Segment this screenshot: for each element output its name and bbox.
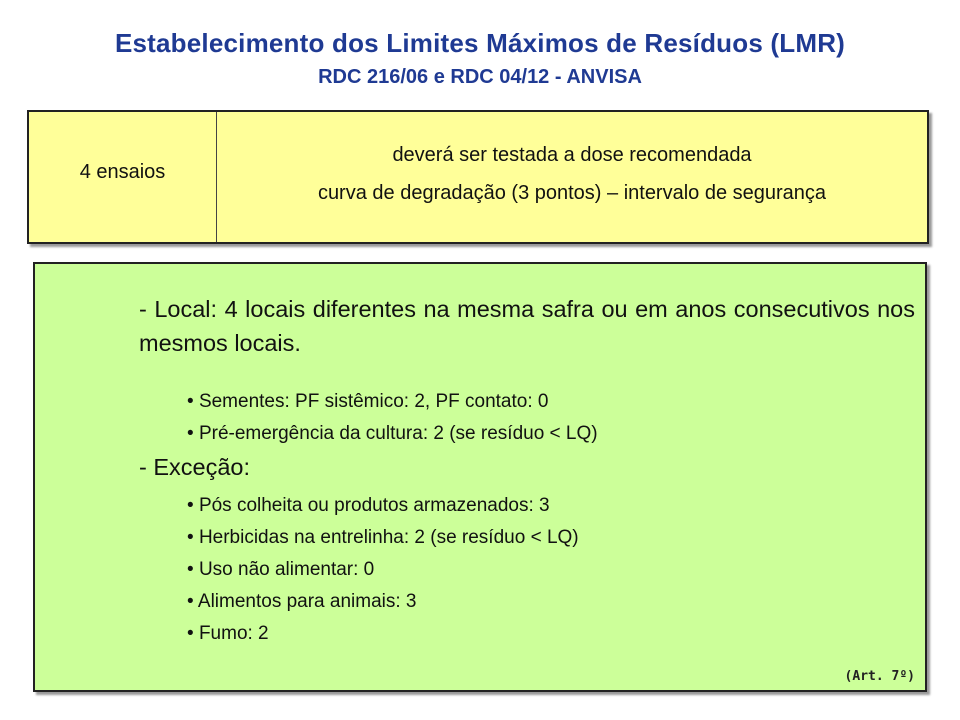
content-box	[33, 262, 927, 692]
bullet-list-a	[187, 386, 598, 450]
page-subtitle: RDC 216/06 e RDC 04/12 - ANVISA	[318, 66, 642, 88]
local-paragraph: - Local: 4 locais diferentes na mesma safra ou em anos consecutivos nos mesmos locais.	[139, 296, 915, 356]
list-item: • Pós colheita ou produtos armazenados: 3	[187, 490, 579, 522]
article-reference: (Art. 7º)	[844, 669, 915, 684]
list-item: • Alimentos para animais: 3	[187, 586, 579, 618]
table-cell-description	[217, 112, 927, 242]
summary-table	[27, 110, 929, 244]
bullet-list-b	[187, 490, 579, 650]
list-item: • Fumo: 2	[187, 618, 579, 650]
exception-heading: - Exceção:	[139, 454, 251, 480]
list-item: • Uso não alimentar: 0	[187, 554, 579, 586]
list-item: • Pré-emergência da cultura: 2 (se resíduo < LQ)	[187, 418, 598, 450]
table-line-dose: deverá ser testada a dose recomendada	[392, 144, 752, 166]
table-line-curve: curva de degradação (3 pontos) – intervalo de segurança	[317, 182, 827, 204]
list-item: • Sementes: PF sistêmico: 2, PF contato: 0	[187, 386, 598, 418]
list-item: • Herbicidas na entrelinha: 2 (se resíduo < LQ)	[187, 522, 579, 554]
page-title: Estabelecimento dos Limites Máximos de Resíduos (LMR)	[114, 28, 846, 58]
table-cell-count: 4 ensaios	[29, 112, 217, 242]
